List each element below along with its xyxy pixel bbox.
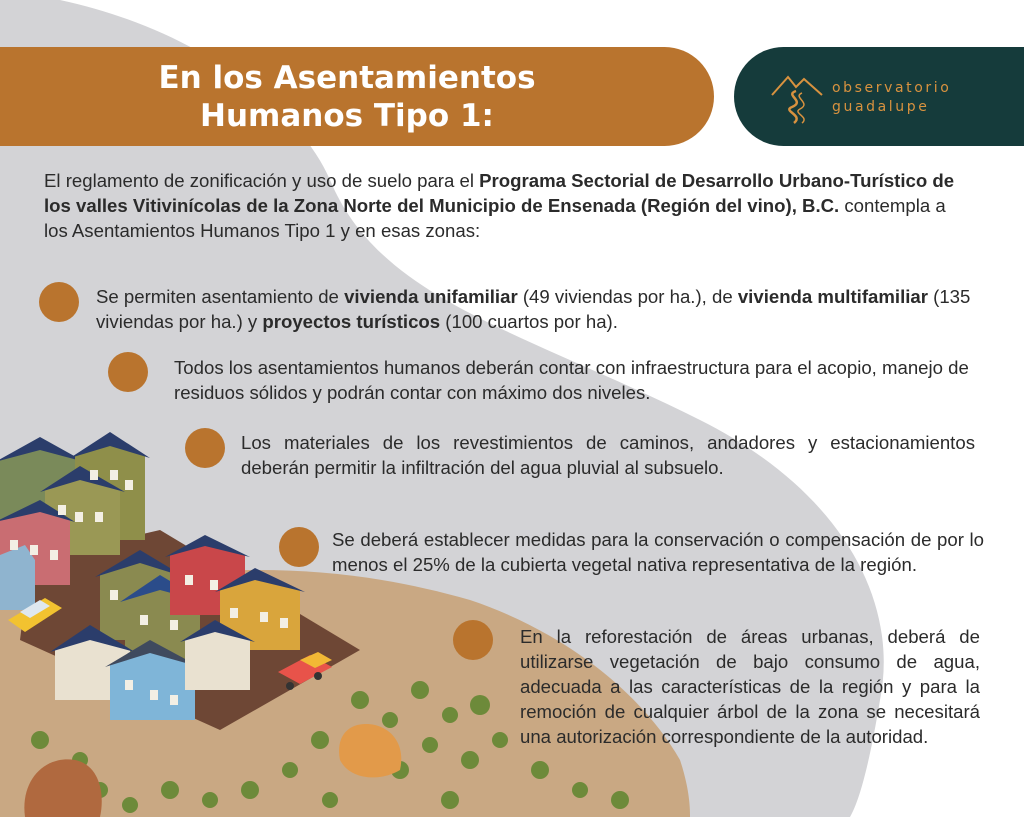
logo-line-1: observatorio [832,80,952,96]
bullet-dot-1 [39,282,79,322]
item-1-bold-turisticos: proyectos turísticos [262,311,441,332]
item-1-bold-multifamiliar: vivienda multifamiliar [737,286,928,307]
bullet-dot-2 [108,352,148,392]
logo-text [832,79,951,117]
item-1-text-e: (135 viviendas por ha.) y [96,286,971,332]
page-title [158,59,535,135]
intro-paragraph [44,168,972,243]
bullet-dot-3 [185,428,225,468]
list-item-5: En la reforestación de áreas urbanas, deberá de utilizarse vegetación de bajo consumo de agua, adecuada a las características de la región y para la remoción de cualquier árbol de la zona se necesitará una autorización correspondiente de la autoridad. [520,626,980,747]
item-1-text-g: (100 cuartos por ha). [440,311,618,332]
item-1-text-c: (49 viviendas por ha.), de [517,286,738,307]
mountain-river-icon [770,69,826,125]
list-item-2: Todos los asentamientos humanos deberán contar con infraestructura para el acopio, manejo de residuos sólidos y podrán contar con máximo dos niveles. [174,357,969,403]
logo-line-2: guadalupe [832,99,930,115]
intro-text-start: El reglamento de zonificación y uso de suelo para el [44,170,480,191]
item-1-bold-unifamiliar: vivienda unifamiliar [344,286,518,307]
item-1-text-a: Se permiten asentamiento de [96,286,345,307]
bullet-dot-4 [279,527,319,567]
intro-program-name: Programa Sectorial de Desarrollo Urbano-Turístico de los valles Vitivinícolas de la Zona Norte del Municipio de Ensenada (Región del vino), B.C. [44,170,955,216]
list-item-4: Se deberá establecer medidas para la conservación o compensación de por lo menos el 25% de la cubierta vegetal nativa representativa de la región. [332,529,984,575]
title-line-1: En los Asentamientos [158,59,536,96]
bullet-dot-5 [453,620,493,660]
title-line-2: Humanos Tipo 1: [200,97,494,134]
list-item-3: Los materiales de los revestimientos de caminos, andadores y estacionamientos deberán permitir la infiltración del agua pluvial al subsuelo. [241,432,975,478]
title-banner [0,47,714,146]
logo-panel [734,47,1024,146]
intro-text-end: contempla a los Asentamientos Humanos Tipo 1 y en esas zonas: [44,195,946,241]
list-item-1 [96,284,976,334]
